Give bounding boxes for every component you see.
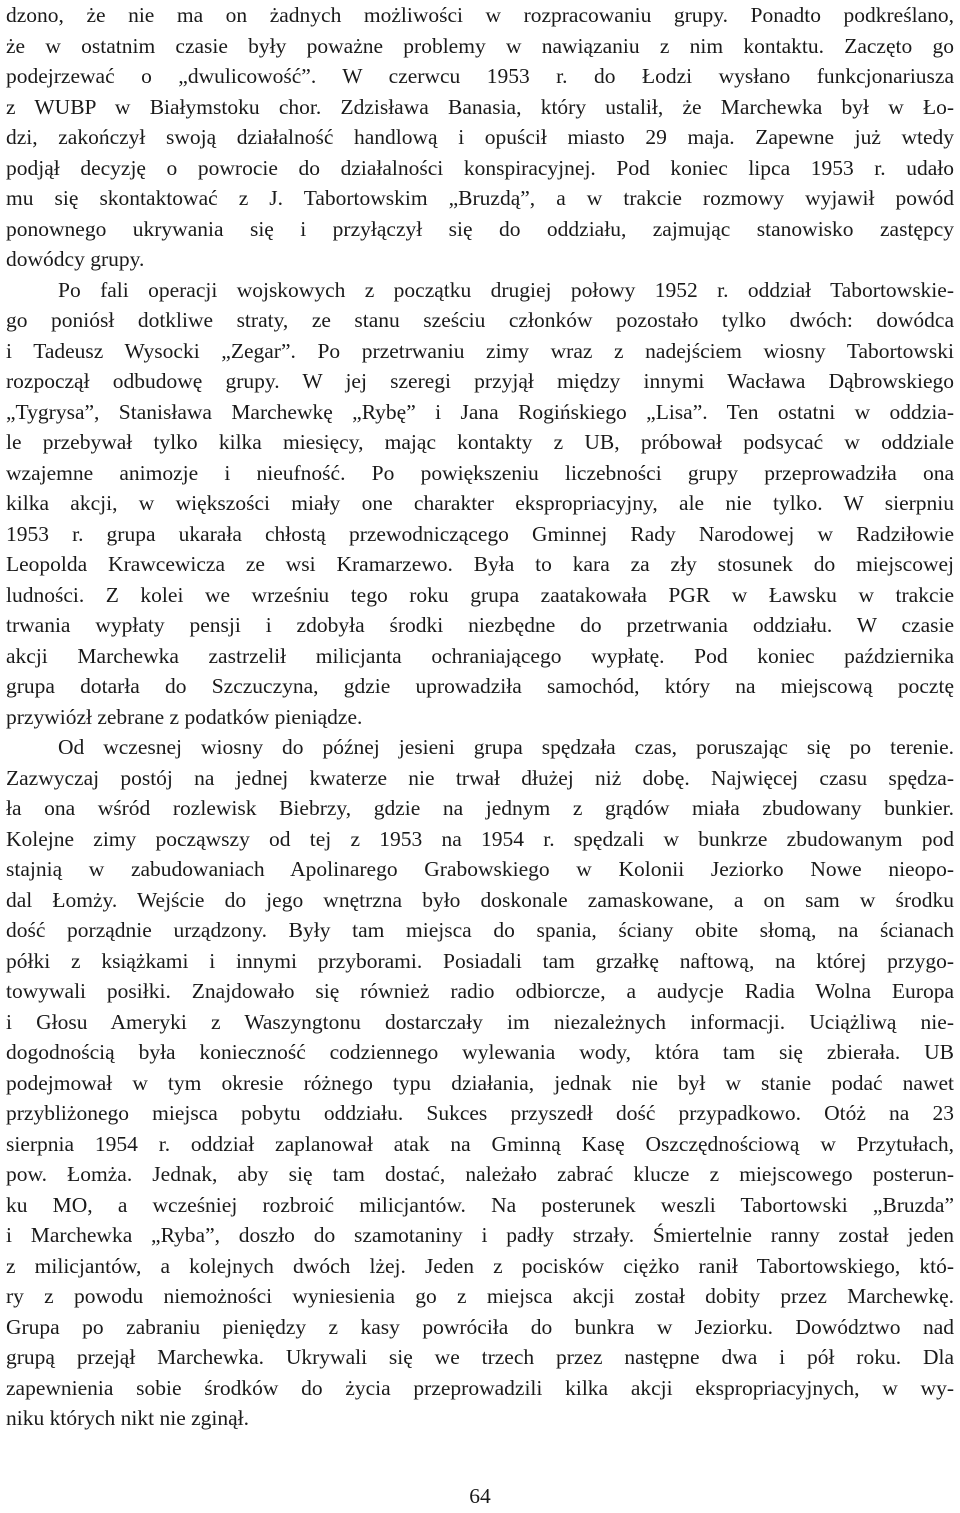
text-line: z milicjantów, a kolejnych dwóch lżej. Jeden z pocisków ciężko ranił Tabortowskiego, któ-	[6, 1253, 954, 1278]
text-line: przybliżonego miejsca pobytu oddziału. Sukces przyszedł dość przypadkowo. Otóż na 23	[6, 1101, 954, 1125]
text-line: „Tygrysa”, Stanisława Marchewkę „Rybę” i Jana Rogińskiego „Lisa”. Ten ostatni w oddzia-	[6, 399, 954, 424]
text-line: Leopolda Krawcewicza ze wsi Kramarzewo. Była to kara za zły stosunek do miejscowej	[6, 552, 954, 576]
text-line: podejrzewać o „dwulicowość”. W czerwcu 1953 r. do Łodzi wysłano funkcjonariusza	[6, 64, 954, 88]
text-line: przywiózł zebrane z podatków pieniądze.	[6, 704, 363, 729]
text-line: podejmował w tym okresie różnego typu działania, jednak nie był w stanie podać nawet	[6, 1070, 954, 1095]
text-line: towywali posiłki. Znajdowało się również radio odbiorcze, a audycje Radia Wolna Europa	[6, 979, 954, 1003]
text-line: dość porządnie urządzony. Były tam miejsca do spania, ściany obite słomą, na ścianach	[6, 918, 954, 942]
text-line: grupą przejął Marchewka. Ukrywali się we trzech przez następne dwa i pół roku. Dla	[6, 1345, 954, 1369]
text-line: i Tadeusz Wysocki „Zegar”. Po przetrwaniu zimy wraz z nadejściem wiosny Tabortowski	[6, 338, 954, 363]
text-line: zapewnienia sobie środków do życia przeprowadzili kilka akcji ekspropriacyjnych, w wy-	[6, 1375, 954, 1400]
text-line: ponownego ukrywania się i przyłączył się do oddziału, zajmując stanowisko zastępcy	[6, 216, 954, 241]
text-line: le przebywał tylko kilka miesięcy, mając kontakty z UB, próbował podsycać w oddziale	[6, 430, 954, 454]
text-line: ry z powodu niemożności wyniesienia go z miejsca akcji został dobity przez Marchewkę.	[6, 1284, 954, 1308]
body-text	[6, 0, 954, 1434]
text-line: ludności. Z kolei we wrześniu tego roku grupa zaatakowała PGR w Ławsku w trakcie	[6, 582, 954, 607]
text-line: trwania wypłaty pensji i zdobyła środki niezbędne do przetrwania oddziału. W czasie	[6, 613, 954, 637]
text-line: dal Łomży. Wejście do jego wnętrzna było doskonale zamaskowane, a on sam w środku	[6, 887, 954, 912]
text-line: dogodnością była konieczność codziennego wylewania wody, która tam się zbierała. UB	[6, 1040, 954, 1064]
text-line: z WUBP w Białymstoku chor. Zdzisława Banasia, który ustalił, że Marchewka był w Ło-	[6, 94, 954, 119]
text-line: dowódcy grupy.	[6, 247, 145, 271]
text-line: wzajemne animozje i nieufność. Po powiększeniu liczebności grupy przeprowadziła ona	[6, 460, 954, 485]
text-line: ła ona wśród rozlewisk Biebrzy, gdzie na jednym z grądów miała zbudowany bunkier.	[6, 796, 954, 820]
text-line: i Głosu Ameryki z Waszyngtonu dostarczały im niezależnych informacji. Uciążliwą nie-	[6, 1009, 954, 1034]
text-line: półki z książkami i innymi przyborami. Posiadali tam grzałkę naftową, na której przygo-	[6, 948, 954, 973]
text-line: pow. Łomża. Jednak, aby się tam dostać, należało zabrać klucze z miejscowego posterun-	[6, 1162, 954, 1186]
text-line: rozpoczął odbudowę grupy. W jej szeregi przyjął między innymi Wacława Dąbrowskiego	[6, 369, 954, 393]
paragraph-first-line: Od wczesnej wiosny do późnej jesieni grupa spędzała czas, poruszając się po terenie.	[58, 735, 954, 759]
text-line: ku MO, a wcześniej rozbroić milicjantów. Na posterunek weszli Tabortowski „Bruzda”	[6, 1192, 954, 1217]
paragraph-first-line: Po fali operacji wojskowych z początku drugiej połowy 1952 r. oddział Tabortowskie-	[58, 277, 954, 302]
text-line: i Marchewka „Ryba”, doszło do szamotaniny i padły strzały. Śmiertelnie ranny został jeden	[6, 1223, 954, 1247]
text-line: 1953 r. grupa ukarała chłostą przewodniczącego Gminnej Rady Narodowej w Radziłowie	[6, 521, 954, 546]
text-line: akcji Marchewka zastrzelił milicjanta ochraniającego wypłatę. Pod koniec października	[6, 643, 954, 668]
text-line: grupa dotarła do Szczuczyna, gdzie uprowadziła samochód, który na miejscową pocztę	[6, 674, 954, 698]
text-line: mu się skontaktować z J. Tabortowskim „Bruzdą”, a w trakcie rozmowy wyjawił powód	[6, 186, 954, 210]
text-line: sierpnia 1954 r. oddział zaplanował atak na Gminną Kasę Oszczędnościową w Przytułach,	[6, 1131, 954, 1156]
text-line: podjął decyzję o powrocie do działalności konspiracyjnej. Pod koniec lipca 1953 r. udało	[6, 155, 954, 180]
text-line: go poniósł dotkliwe straty, ze stanu sześciu członków pozostało tylko dwóch: dowódca	[6, 308, 954, 332]
text-line: Grupa po zabraniu pieniędzy z kasy powróciła do bunkra w Jeziorku. Dowództwo nad	[6, 1314, 954, 1339]
page-number: 64	[469, 1484, 491, 1508]
text-line: że w ostatnim czasie były poważne problemy w nawiązaniu z nim kontaktu. Zaczęto go	[6, 33, 954, 58]
text-line: Kolejne zimy począwszy od tej z 1953 na 1954 r. spędzali w bunkrze zbudowanym pod	[6, 826, 954, 851]
text-line: Zazwyczaj postój na jednej kwaterze nie trwał dłużej niż dobę. Najwięcej czasu spędza-	[6, 765, 954, 790]
text-line: dzono, że nie ma on żadnych możliwości w rozpracowaniu grupy. Ponadto podkreślano,	[6, 3, 954, 27]
text-line: dzi, zakończył swoją działalność handlową i opuścił miasto 29 maja. Zapewne już wtedy	[6, 125, 954, 149]
text-line: kilka akcji, w większości miały one charakter ekspropriacyjny, ale nie tylko. W sierpniu	[6, 491, 954, 515]
text-line: niku których nikt nie zginął.	[6, 1406, 250, 1430]
text-line: stajnią w zabudowaniach Apolinarego Grabowskiego w Kolonii Jeziorko Nowe nieopo-	[6, 857, 954, 881]
